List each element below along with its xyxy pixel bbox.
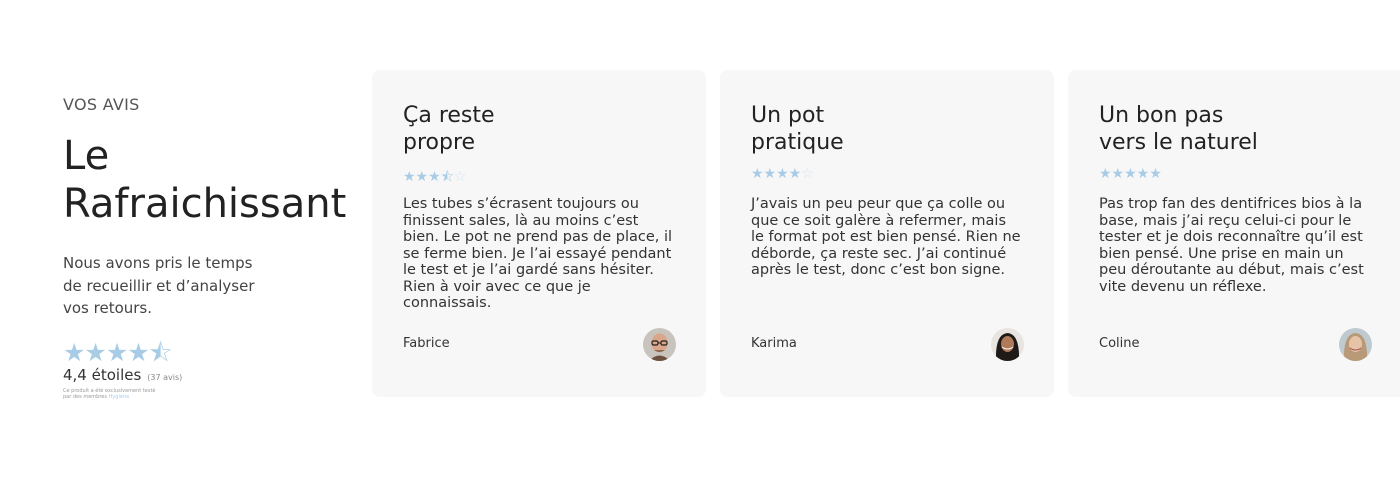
- rating-summary: [63, 337, 353, 400]
- disclaimer-brand-link[interactable]: Hygiène: [108, 393, 130, 400]
- review-card: [372, 70, 706, 397]
- product-name: Le Rafraichissant: [63, 133, 347, 227]
- review-author: Fabrice: [403, 336, 450, 351]
- review-body: J’avais un peu peur que ça colle ou que ce soit galère à refermer, mais le format pot est bien pensé. Rien ne déborde, ça reste sec. J’ai continué après le test, donc c’est bon signe.: [751, 196, 1021, 278]
- empty-stars: ☆: [801, 166, 814, 182]
- review-stars-icon: [1099, 166, 1162, 182]
- review-body: Pas trop fan des dentifrices bios à la base, mais j’ai reçu celui-ci pour le tester et je dois reconnaître qu’il est bien pensé. Une prise en main un peu déroutante au début, mais c’est vite devenu un réflexe.: [1099, 196, 1364, 295]
- review-author: Coline: [1099, 336, 1140, 351]
- review-title: Un bon pas vers le naturel: [1099, 103, 1258, 155]
- reviews-intro: [63, 95, 353, 400]
- rating-line: [63, 366, 353, 384]
- rating-stars-icon: ★★★★⯪: [63, 337, 172, 367]
- filled-stars: ★★★★★: [1099, 166, 1162, 182]
- disclaimer-text: Ce produit a été exclusivement testé par des membres: [63, 387, 156, 400]
- review-author: Karima: [751, 336, 797, 351]
- review-title: Un pot pratique: [751, 103, 844, 155]
- review-stars-icon: [751, 166, 814, 182]
- avatar-woman-light-hair-icon: [1339, 328, 1372, 361]
- intro-description: Nous avons pris le temps de recueillir et d’analyser vos retours.: [63, 254, 255, 317]
- tester-disclaimer: [63, 388, 163, 400]
- avatar-woman-dark-hair-icon: [991, 328, 1024, 361]
- filled-stars: ★★★⯪: [403, 169, 454, 185]
- review-card: [720, 70, 1054, 397]
- avatar-man-glasses-icon: [643, 328, 676, 361]
- review-stars-icon: [403, 166, 466, 190]
- rating-value: 4,4 étoiles: [63, 365, 142, 384]
- rating-count[interactable]: (37 avis): [147, 372, 183, 382]
- empty-stars: ☆: [453, 169, 467, 185]
- review-body: Les tubes s’écrasent toujours ou finissent sales, là au moins c’est bien. Le pot ne prend pas de place, il se ferme bien. Je l’ai essayé pendant le test et je l’ai gardé sans hésiter. Rien à voir avec ce que je connaissais.: [403, 196, 673, 311]
- review-title: Ça reste propre: [403, 103, 495, 155]
- review-card: [1068, 70, 1400, 397]
- filled-stars: ★★★★: [751, 166, 802, 182]
- section-eyebrow: VOS AVIS: [63, 95, 140, 114]
